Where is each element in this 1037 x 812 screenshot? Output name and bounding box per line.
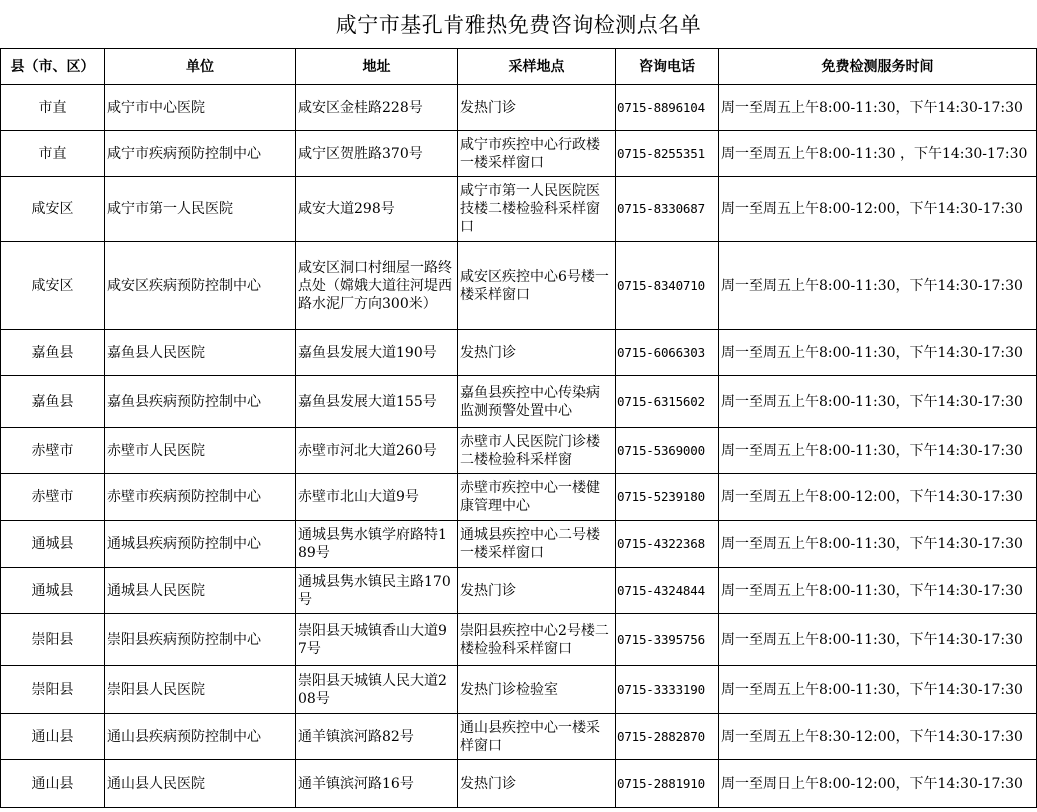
page-title: 咸宁市基孔肯雅热免费咨询检测点名单 xyxy=(335,13,702,37)
cell-unit: 崇阳县人民医院 xyxy=(105,666,296,714)
cell-address: 咸安区洞口村细屋一路终点处（嫦娥大道往河堤西路水泥厂方向300米） xyxy=(296,242,458,330)
cell-service-hours: 周一至周五上午8:00-11:30，下午14:30-17:30 xyxy=(719,614,1037,666)
header-county: 县（市、区） xyxy=(1,49,105,85)
table-row xyxy=(1,177,1037,242)
cell-service-hours: 周一至周五上午8:30-12:00，下午14:30-17:30 xyxy=(719,714,1037,760)
cell-unit: 咸宁市第一人民医院 xyxy=(105,177,296,242)
cell-address: 通城县隽水镇学府路特189号 xyxy=(296,521,458,568)
cell-phone: 0715-8896104 xyxy=(616,85,719,131)
cell-county: 嘉鱼县 xyxy=(1,376,105,428)
cell-sampling-site: 发热门诊检验室 xyxy=(458,666,616,714)
cell-unit: 嘉鱼县人民医院 xyxy=(105,330,296,376)
cell-service-hours: 周一至周五上午8:00-12:00，下午14:30-17:30 xyxy=(719,177,1037,242)
cell-sampling-site: 咸安区疾控中心6号楼一楼采样窗口 xyxy=(458,242,616,330)
testing-sites-table xyxy=(0,48,1037,808)
cell-sampling-site: 咸宁市疾控中心行政楼一楼采样窗口 xyxy=(458,131,616,177)
cell-sampling-site: 咸宁市第一人民医院医技楼二楼检验科采样窗口 xyxy=(458,177,616,242)
header-phone: 咨询电话 xyxy=(616,49,719,85)
cell-service-hours: 周一至周五上午8:00-11:30，下午14:30-17:30 xyxy=(719,568,1037,614)
cell-service-hours: 周一至周五上午8:00-11:30，下午14:30-17:30 xyxy=(719,85,1037,131)
cell-unit: 赤壁市人民医院 xyxy=(105,428,296,474)
cell-unit: 通山县人民医院 xyxy=(105,760,296,808)
cell-sampling-site: 发热门诊 xyxy=(458,330,616,376)
cell-county: 通城县 xyxy=(1,521,105,568)
cell-unit: 通城县人民医院 xyxy=(105,568,296,614)
cell-county: 通山县 xyxy=(1,714,105,760)
cell-phone: 0715-3395756 xyxy=(616,614,719,666)
cell-unit: 嘉鱼县疾病预防控制中心 xyxy=(105,376,296,428)
table-header-row xyxy=(1,49,1037,85)
header-service-hours: 免费检测服务时间 xyxy=(719,49,1037,85)
cell-address: 崇阳县天城镇香山大道97号 xyxy=(296,614,458,666)
cell-sampling-site: 发热门诊 xyxy=(458,568,616,614)
table-row xyxy=(1,666,1037,714)
cell-service-hours: 周一至周日上午8:00-12:00，下午14:30-17:30 xyxy=(719,760,1037,808)
cell-service-hours: 周一至周五上午8:00-12:00，下午14:30-17:30 xyxy=(719,474,1037,521)
cell-phone: 0715-5239180 xyxy=(616,474,719,521)
cell-phone: 0715-2882870 xyxy=(616,714,719,760)
cell-county: 通山县 xyxy=(1,760,105,808)
cell-address: 咸安区金桂路228号 xyxy=(296,85,458,131)
cell-address: 通羊镇滨河路82号 xyxy=(296,714,458,760)
cell-unit: 赤壁市疾病预防控制中心 xyxy=(105,474,296,521)
cell-phone: 0715-4322368 xyxy=(616,521,719,568)
table-row xyxy=(1,85,1037,131)
cell-address: 咸安大道298号 xyxy=(296,177,458,242)
table-row xyxy=(1,242,1037,330)
cell-county: 崇阳县 xyxy=(1,614,105,666)
header-unit: 单位 xyxy=(105,49,296,85)
cell-sampling-site: 通城县疾控中心二号楼一楼采样窗口 xyxy=(458,521,616,568)
cell-county: 崇阳县 xyxy=(1,666,105,714)
cell-phone: 0715-6315602 xyxy=(616,376,719,428)
cell-county: 咸安区 xyxy=(1,177,105,242)
cell-address: 嘉鱼县发展大道190号 xyxy=(296,330,458,376)
table-row xyxy=(1,614,1037,666)
cell-phone: 0715-5369000 xyxy=(616,428,719,474)
cell-address: 嘉鱼县发展大道155号 xyxy=(296,376,458,428)
cell-phone: 0715-3333190 xyxy=(616,666,719,714)
table-row xyxy=(1,760,1037,808)
table-row xyxy=(1,330,1037,376)
table-row xyxy=(1,568,1037,614)
cell-county: 咸安区 xyxy=(1,242,105,330)
cell-service-hours: 周一至周五上午8:00-11:30，下午14:30-17:30 xyxy=(719,242,1037,330)
cell-address: 崇阳县天城镇人民大道208号 xyxy=(296,666,458,714)
cell-service-hours: 周一至周五上午8:00-11:30，下午14:30-17:30 xyxy=(719,376,1037,428)
cell-address: 咸宁区贺胜路370号 xyxy=(296,131,458,177)
table-row xyxy=(1,521,1037,568)
cell-sampling-site: 发热门诊 xyxy=(458,760,616,808)
cell-service-hours: 周一至周五上午8:00-11:30，下午14:30-17:30 xyxy=(719,521,1037,568)
table-row xyxy=(1,714,1037,760)
cell-unit: 通城县疾病预防控制中心 xyxy=(105,521,296,568)
cell-phone: 0715-8330687 xyxy=(616,177,719,242)
table-row xyxy=(1,131,1037,177)
cell-address: 赤壁市河北大道260号 xyxy=(296,428,458,474)
cell-unit: 咸宁市疾病预防控制中心 xyxy=(105,131,296,177)
cell-county: 赤壁市 xyxy=(1,428,105,474)
table-row xyxy=(1,376,1037,428)
cell-sampling-site: 通山县疾控中心一楼采样窗口 xyxy=(458,714,616,760)
table-row xyxy=(1,474,1037,521)
cell-service-hours: 周一至周五上午8:00-11:30，下午14:30-17:30 xyxy=(719,330,1037,376)
cell-county: 市直 xyxy=(1,85,105,131)
cell-phone: 0715-8340710 xyxy=(616,242,719,330)
cell-sampling-site: 发热门诊 xyxy=(458,85,616,131)
cell-county: 市直 xyxy=(1,131,105,177)
cell-phone: 0715-2881910 xyxy=(616,760,719,808)
cell-service-hours: 周一至周五上午8:00-11:30 ，下午14:30-17:30 xyxy=(719,131,1037,177)
cell-unit: 通山县疾病预防控制中心 xyxy=(105,714,296,760)
cell-unit: 崇阳县疾病预防控制中心 xyxy=(105,614,296,666)
cell-unit: 咸宁市中心医院 xyxy=(105,85,296,131)
header-sampling-site: 采样地点 xyxy=(458,49,616,85)
table-row xyxy=(1,428,1037,474)
cell-phone: 0715-8255351 xyxy=(616,131,719,177)
cell-county: 嘉鱼县 xyxy=(1,330,105,376)
cell-sampling-site: 崇阳县疾控中心2号楼二楼检验科采样窗口 xyxy=(458,614,616,666)
cell-sampling-site: 嘉鱼县疾控中心传染病监测预警处置中心 xyxy=(458,376,616,428)
cell-phone: 0715-4324844 xyxy=(616,568,719,614)
cell-service-hours: 周一至周五上午8:00-11:30，下午14:30-17:30 xyxy=(719,428,1037,474)
cell-service-hours: 周一至周五上午8:00-11:30，下午14:30-17:30 xyxy=(719,666,1037,714)
cell-county: 赤壁市 xyxy=(1,474,105,521)
cell-sampling-site: 赤壁市疾控中心一楼健康管理中心 xyxy=(458,474,616,521)
cell-address: 赤壁市北山大道9号 xyxy=(296,474,458,521)
cell-address: 通城县隽水镇民主路170号 xyxy=(296,568,458,614)
cell-unit: 咸安区疾病预防控制中心 xyxy=(105,242,296,330)
cell-county: 通城县 xyxy=(1,568,105,614)
cell-sampling-site: 赤壁市人民医院门诊楼二楼检验科采样窗 xyxy=(458,428,616,474)
header-address: 地址 xyxy=(296,49,458,85)
cell-phone: 0715-6066303 xyxy=(616,330,719,376)
cell-address: 通羊镇滨河路16号 xyxy=(296,760,458,808)
